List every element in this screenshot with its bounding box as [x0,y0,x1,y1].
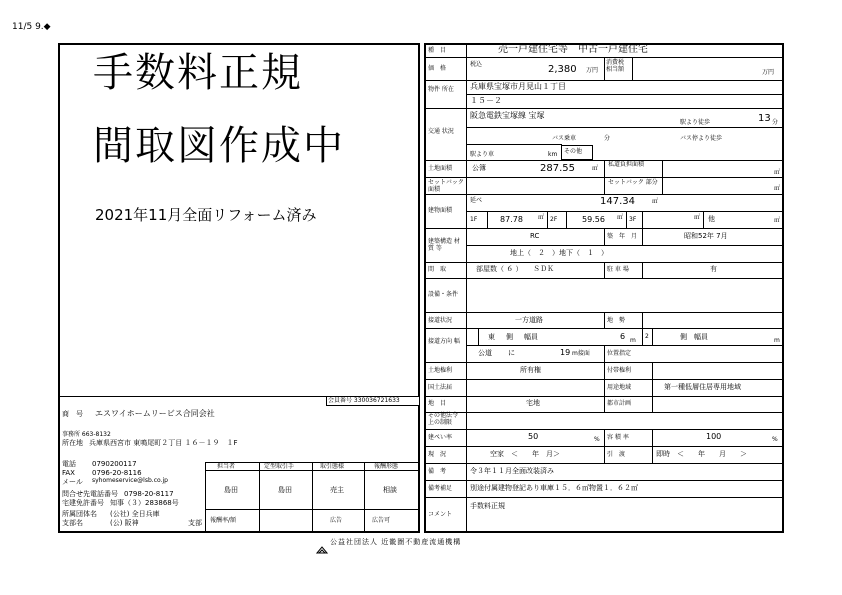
staff-ad-label: 広告 [330,517,343,524]
building-total: 147.34 [600,196,635,207]
delivery-value: 即時 ＜ 年 月 ＞ [656,450,747,458]
private-road-label: 私道負担面積 [608,161,645,168]
land-label: 土地面積 [428,165,453,172]
designation-label: 位置指定 [607,350,632,357]
other-label: その他 [564,148,583,155]
frontage-unit: m接面 [572,350,590,357]
license-code: 会員番号 330036721633 [328,397,400,404]
floor1-sqm: ㎡ [538,214,545,221]
bcr-value: 50 [528,432,539,441]
staff-header-1: 担当者 [217,463,236,470]
address-label: 所在地 [62,439,83,447]
tax-unit: 万円 [762,69,775,76]
price-label: 価 格 [428,65,447,72]
staff-value-2: 島田 [278,486,292,494]
other-floor-sqm: ㎡ [774,217,781,224]
location-value-2: １５－２ [470,96,502,105]
reform-label: 備考補足 [428,485,453,492]
building-total-label: 延べ [470,197,483,204]
bcr-label: 建ぺい率 [428,434,453,441]
staff-fee-label: 報酬率/額 [210,517,237,524]
comment-value: 手数料正規 [470,502,505,510]
staff-header-2: 定型取引手 [264,463,295,470]
branch-suffix: 支部 [188,519,202,527]
road-direction: 東 [488,333,495,341]
land-value: 287.55 [540,163,575,174]
floor2-sqm: ㎡ [617,214,624,221]
type-label: 種 目 [428,47,447,54]
public-road-label: 公道 [478,349,492,357]
urban-plan-label: 都市計画 [607,400,632,407]
traffic-label: 交通 状況 [428,128,454,135]
assoc-value: (公社) 全日兵庫 [110,510,160,518]
private-road-sqm: ㎡ [774,169,781,176]
land-type: 公簿 [472,164,486,172]
branch-label: 支部名 [62,519,83,527]
footer-org: 公益社団法人 近畿圏不動産流通機構 [330,538,462,546]
note-value: 令３年１１月全面改装済み [470,467,554,475]
road-width-2-unit: m [774,337,780,344]
zoning-label: 用途地域 [607,384,632,391]
road-side: 側 [506,333,513,341]
staff-value-1: 島田 [224,486,238,494]
floor2-label: 2F [550,216,558,223]
terrain-label: 地 勢 [607,317,626,324]
inquiry-label: 問合せ先電話番号 [62,490,118,498]
location-label: 物件 所在 [428,86,454,93]
comment-label: コメント [428,511,453,518]
setback2-label: セットバック 部分 [608,179,658,186]
road-direction-label: 接道方向 幅 [428,338,460,345]
land-right-value: 所有権 [520,366,541,374]
public-road-value: に [508,349,515,357]
km-unit: km [548,151,558,158]
bus-walk-label: バス停より徒歩 [680,135,723,142]
tel-value: 0790200117 [92,460,137,468]
staff-header-3: 取引態様 [320,463,345,470]
price-sub: 税込 [470,61,483,68]
far-label: 容 積 率 [607,434,629,441]
road-side-2: 側 幅員 [680,333,708,341]
price-value: 2,380 [548,64,577,75]
frontage-value: 19 [560,348,571,357]
built-value: 昭和52年 7月 [684,232,728,240]
line-value: 阪急電鉄宝塚線 宝塚 [470,111,545,120]
road-width-label: 幅員 [524,333,538,341]
address-value: 兵庫県西宮市 東鳴尾町２丁目 １６－１９ １F [89,439,238,447]
title-floorplan: 間取図作成中 [93,123,345,169]
tax-label: 消費税 相当額 [606,59,625,73]
floor1-label: 1F [470,216,478,223]
tel-label: 電話 [62,460,76,468]
floor1-value: 87.78 [500,215,523,224]
land-category-label: 地 目 [428,400,447,407]
land-right-label: 土地権利 [428,367,453,374]
other-floor-label: 他 [708,215,715,223]
org-logo-icon [316,539,328,558]
assoc-label: 所属団体名 [62,510,97,518]
reform-value: 別途付属建物登記あり車庫１５．６㎡物置１．６２㎡ [470,484,638,492]
structure-label: 建築構造 材 質 等 [428,238,460,253]
walk-unit: 分 [772,119,779,126]
bus-unit: 分 [604,135,611,142]
layout-label: 間 取 [428,266,447,273]
type-value: 売一戸建住宅等 中古一戸建住宅 [498,44,648,55]
price-unit: 万円 [586,67,599,74]
setback-label: セットバック 面積 [428,179,464,193]
inquiry-value: 0798-20-8117 [124,490,174,498]
walk-label: 駅より徒歩 [680,119,711,126]
company-label: 商 号 [62,410,83,418]
road-label: 接道状況 [428,317,453,324]
status-label: 現 況 [428,451,447,458]
zoning-value: 第一種低層住居専用地域 [664,383,741,391]
fax-value: 0796-20-8116 [92,469,142,477]
land-sqm: ㎡ [592,165,599,172]
license-label: 宅建免許番号 [62,499,104,507]
lease-label: 付帯権利 [607,367,632,374]
setback-sqm: ㎡ [774,185,781,192]
building-total-sqm: ㎡ [652,198,659,205]
road-direction-2: 2 [645,333,649,340]
built-label: 築 年 月 [607,233,638,240]
company-name: エスワイホームリービス合同会社 [95,409,215,418]
road-width: 6 [620,332,626,341]
parking-value: 有 [710,265,717,273]
staff-header-4: 報酬形態 [374,463,399,470]
branch-value: (公) 阪神 [110,519,139,527]
office-label: 事務所 663-8132 [62,431,111,438]
staff-value-3: 売主 [330,486,344,494]
fax-label: FAX [62,469,75,477]
status-value: 空家 ＜ 年 月＞ [490,450,560,458]
mail-label: メール [62,478,83,486]
station-car-label: 駅より車 [470,151,495,158]
road-value: 一方道路 [515,316,543,324]
far-unit: % [772,436,778,443]
walk-minutes: 13 [758,113,771,124]
facility-label: 設備・条件 [428,291,459,298]
subtitle-reform: 2021年11月全面リフォーム済み [95,206,317,224]
floors-value: 地上（ ２ ）地下（ １ ） [510,249,608,257]
structure-value: RC [530,232,540,240]
delivery-label: 引 渡 [607,451,626,458]
staff-ad-value: 広告可 [372,517,391,524]
land-law-label: 国土法届 [428,384,453,391]
parking-label: 駐 車 場 [607,266,629,273]
building-label: 建物面積 [428,207,453,214]
layout-value: 部屋数（ ６ ） ＳＤＫ [476,265,554,273]
staff-value-4: 相談 [383,486,397,494]
bus-label: バス乗車 [552,135,577,142]
date-stamp: 11/5 9.◆ [12,22,51,32]
land-category-value: 宅地 [526,399,540,407]
note-label: 備 考 [428,468,447,475]
floor2-value: 59.56 [582,215,605,224]
mail-value: syhomeservice@lsb.co.jp [92,477,168,484]
title-fee: 手数料正規 [93,50,303,96]
road-width-unit: m [630,337,636,344]
other-law-label: その他法令 上の制限 [428,412,459,426]
bcr-unit: % [594,436,600,443]
floor3-label: 3F [629,216,637,223]
location-value: 兵庫県宝塚市月見山１丁目 [470,82,566,91]
license-value: 知事（３）283868号 [110,499,179,507]
floor3-sqm: ㎡ [694,214,701,221]
far-value: 100 [706,432,722,441]
